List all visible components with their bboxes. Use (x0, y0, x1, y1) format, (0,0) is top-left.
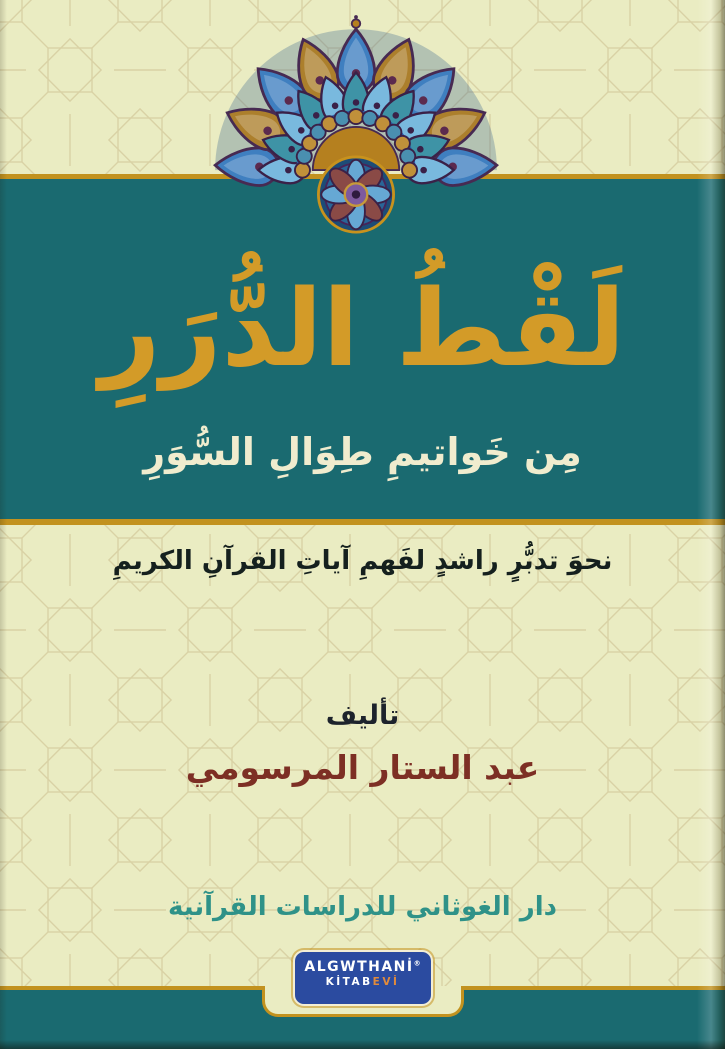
gold-divider-middle (0, 519, 725, 525)
badge-secondary-line (295, 977, 431, 988)
byline-label: تأليف (325, 700, 400, 731)
registered-trademark: ® (413, 959, 421, 968)
mandala-ornament (201, 15, 511, 236)
publisher-badge (293, 950, 433, 1006)
pendant-rosette (318, 157, 393, 232)
badge-kitab-text: KİTAB (325, 976, 373, 989)
book-tagline: نحوَ تدبُّرٍ راشدٍ لفَهمِ آياتِ القرآنِ الكريمِ (112, 546, 613, 576)
book-subtitle: مِن خَواتيمِ طِوَالِ السُّوَرِ (143, 430, 582, 474)
author-name: عبد الستار المرسومي (185, 748, 540, 787)
publisher-calligraphy: دار الغوثاني للدراسات القرآنية (168, 892, 557, 922)
top-finial (352, 15, 360, 28)
badge-evi-text: EVİ (372, 976, 400, 989)
book-title: لَقْطُ الدُّرَرِ (99, 267, 626, 390)
badge-brand-name: ALGWTHANİ (304, 959, 414, 975)
badge-brand-line (295, 960, 431, 975)
